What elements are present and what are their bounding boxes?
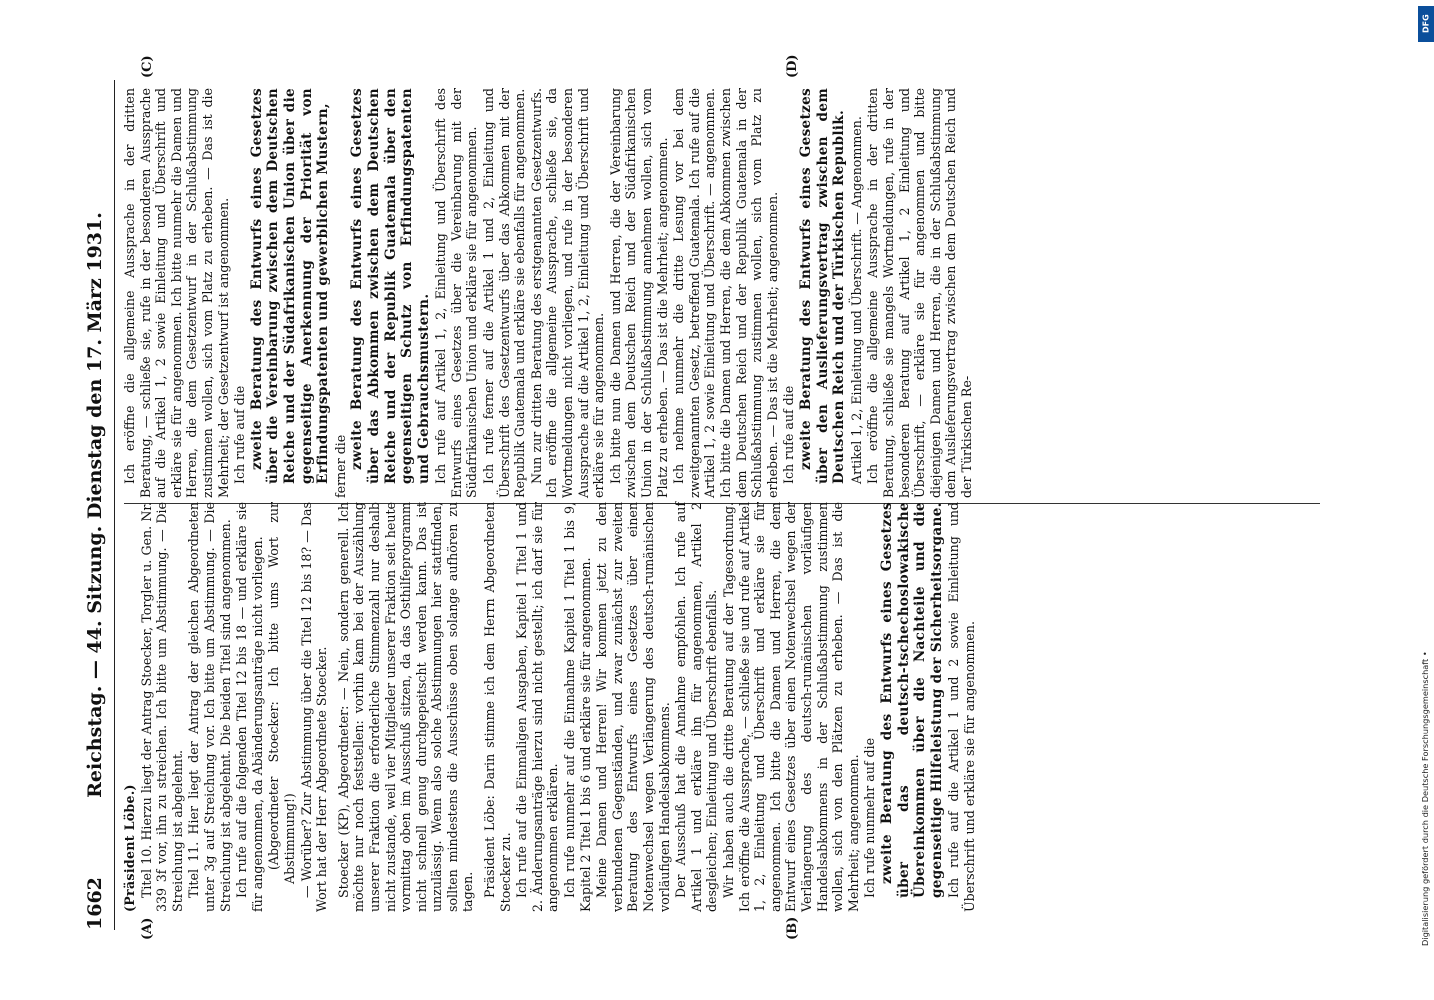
paragraph: Ich rufe auf die [232,385,248,484]
paragraph: Ich bitte nun die Damen und Herren, die der Vereinbarung zwischen dem Deutschen Reich und der Südafrikanischen Union in der Schlußabstimmung annehmen wollen, sich vom Platz zu erheben. — Das ist die Mehrheit; angenommen. [607,88,670,498]
paragraph: Artikel 1, 2, Einleitung und Überschrift. — Angenommen. [848,116,864,484]
page-title: Reichstag. — 44. Sitzung. Dienstag den 17. März 1931. [84,212,106,798]
paragraph: — Worüber? Zur Abstimmung über die Titel 12 bis 18? — Das Wort hat der Herr Abgeordnete Stoecker. [298,502,330,912]
left-column [122,502,978,912]
paragraph: Ich rufe nunmehr auf die [862,737,878,898]
agenda-item: zweite Beratung des Entwurfs eines Gesetzes über die Vereinbarung zwischen dem Deutschen Reiche und der Südafrikanischen Union über die gegenseitige Anerkennung der Priorität von Erfindungspatenten und gewerblichen Mustern, [248,88,332,484]
speaker-heading: (Präsident Löbe.) [122,784,137,912]
paragraph: Titel 11. Hier liegt der Antrag der gleichen Abgeordneten unter 3g auf Streichung vor. Ich bitte um Abstimmung. — Die Streichung ist abgelehnt. Die beiden Titel sind angenommen. [186,502,233,912]
paragraph: Ich rufe auf die Einmaligen Ausgaben, Kapitel 1 Titel 1 und 2. Änderungsanträge hierzu sind nicht gestellt; ich darf sie für angenommen erklären. [514,502,561,912]
paragraph: Titel 10. Hierzu liegt der Antrag Stoecker, Torgler u. Gen. Nr. 339 3f vor, ihn zu streichen. Ich bitte um Abstimmung. — Die Streichung ist abgelehnt. [138,502,185,912]
funding-credit: Digitalisierung gefördert durch die Deutsche Forschungsgemeinschaft • [1420,651,1430,946]
paragraph: Nun zur dritten Beratung des erstgenannten Gesetzentwurfs. Ich eröffne die allgemeine Aussprache, schließe sie, da Wortmeldungen nicht vorliegen, und rufe in der besonderen Aussprache auf die Artikel 1, 2, Einleitung und Überschrift und erkläre sie für angenommen. [528,88,607,498]
paragraph: Ich nehme nunmehr die dritte Lesung vor bei dem zweitgenannten Gesetz, betreffend Guatemala. Ich rufe auf die Artikel 1, 2 sowie Einleitung und Überschrift. — angenommen. Ich bitte die Damen und Herren, die dem Abkommen zwischen dem Deutschen Reich und der Republik Guatemala in der Schlußabstimmung zustimmen wollen, sich vom Platz zu erheben. — Das ist die Mehrheit; angenommen. [671,88,780,498]
interjection: (Abgeordneter Stoecker: Ich bitte ums Wort zur Abstimmung!) [266,502,297,884]
paragraph: Ich rufe auf Artikel 1, 2, Einleitung und Überschrift des Entwurfs eines Gesetzes über die Vereinbarung mit der Südafrikanischen Union und erkläre sie für angenommen. [433,88,480,498]
margin-mark-b: (B) [785,916,800,940]
paragraph: Meine Damen und Herren! Wir kommen jetzt zu den verbundenen Gegenständen, und zwar zunächst zur zweiten Beratung des Entwurfs eines Gesetzes über einen Notenwechsel wegen Verlängerung des deutsch-rumänischen vorläufigen Handelsabkommens. [594,502,672,912]
paragraph: Ich eröffne die allgemeine Aussprache in der dritten Beratung, — schließe sie, rufe in der besonderen Aussprache auf die Artikel 1, 2 sowie Einleitung und Überschrift und erkläre sie für angenommen. Ich bitte nunmehr die Damen und Herren, die dem Gesetzentwurf in der Schlußabstimmung zustimmen wollen, sich vom Platz zu erheben. — Das ist die Mehrheit; der Gesetzentwurf ist angenommen. [122,88,231,498]
speaker-paragraph: Stoecker (KP), Abgeordneter: — Nein, sondern generell. Ich möchte nur noch feststellen: vorhin kam bei der Auszählung unserer Fraktion die erforderliche Stimmenzahl nur deshalb nicht zustande, weil vier Mitglieder unserer Fraktion seit heute vormittag oben im Ausschuß sitzen, da das Osthilfeprogramm nicht schnell genug durchgepeitscht werden kann. Das ist unzulässig. Wenn also solche Abstimmungen hier stattfinden, sollten mindestens die Ausschüsse oben solange aufhören zu tagen. [335,502,476,912]
paragraph: Ich rufe auf die Artikel 1 und 2 sowie Einleitung und Überschrift und erkläre sie für angenommen. [946,502,977,912]
margin-mark-c: (C) [140,55,155,78]
paragraph: Ich rufe auf die folgenden Titel 12 bis 18 — und erkläre sie für angenommen, da Abänderungsanträge nicht vorliegen. [234,502,265,912]
paragraph: ferner die [332,434,348,498]
paragraph: Ich rufe nunmehr auf die Einnahme Kapitel 1 Titel 1 bis 9, Kapitel 2 Titel 1 bis 6 und erkläre sie für angenommen. [562,502,593,912]
page-number: 1662 [84,877,106,930]
margin-mark-d: (D) [785,54,800,78]
agenda-item: zweite Beratung des Entwurfs eines Gesetzes über den Auslieferungsvertrag zwischen dem Deutschen Reich und der Türkischen Republik. [797,88,848,484]
paragraph: Wir haben auch die dritte Beratung auf der Tagesordnung. Ich eröffne die Aussprache, — schließe sie und rufe auf Artikel 1, 2, Einleitung und Überschrift und erkläre sie für angenommen. Ich bitte die Damen und Herren, die dem Entwurf eines Gesetzes über einen Notenwechsel wegen der Verlängerung des deutsch-rumänischen vorläufigen Handelsabkommens in der Schlußabstimmung zustimmen wollen, sich von den Plätzen zu erheben. — Das ist die Mehrheit; angenommen. [720,502,861,912]
paragraph: Ich rufe auf die [781,385,797,484]
paragraph: Ich eröffne die allgemeine Aussprache in der dritten Beratung, schließe sie mangels Wortmeldungen, rufe in der besonderen Beratung auf Artikel 1, 2 Einleitung und Überschrift, — erkläre sie für angenommen und bitte diejenigen Damen und Herren, die in der Schlußabstimmung dem Auslieferungsvertrag zwischen dem Deutschen Reich und der Türkischen Re- [865,88,974,498]
speaker-paragraph: Präsident Löbe: Darin stimme ich dem Herrn Abgeordneten Stoecker zu. [482,502,513,912]
dfg-logo-badge: DFG [1418,6,1434,42]
agenda-item: zweite Beratung des Entwurfs eines Gesetzes über das Abkommen zwischen dem Deutschen Reiche und der Republik Guatemala über den gegenseitigen Schutz von Erfindungspatenten und Gebrauchsmustern. [349,88,432,484]
margin-mark-a: (A) [140,917,155,940]
page-header [80,80,115,930]
agenda-item: zweite Beratung des Entwurfs eines Gesetzes über das deutsch-tschechoslowakische Übereinkommen über die Nachteile und die gegenseitige Hilfeleistung der Sicherheitsorgane. [878,502,945,898]
paragraph: Ich rufe ferner auf die Artikel 1 und 2, Einleitung und Überschrift des Gesetzentwurfs über das Abkommen mit der Republik Guatemala und erkläre sie ebenfalls für angenommen. [481,88,528,498]
paragraph: Der Ausschuß hat die Annahme empfohlen. Ich rufe auf Artikel 1 und erkläre ihn für angenommen, Artikel 2 desgleichen; Einleitung und Überschrift ebenfalls. [673,502,720,912]
right-column [122,88,975,498]
